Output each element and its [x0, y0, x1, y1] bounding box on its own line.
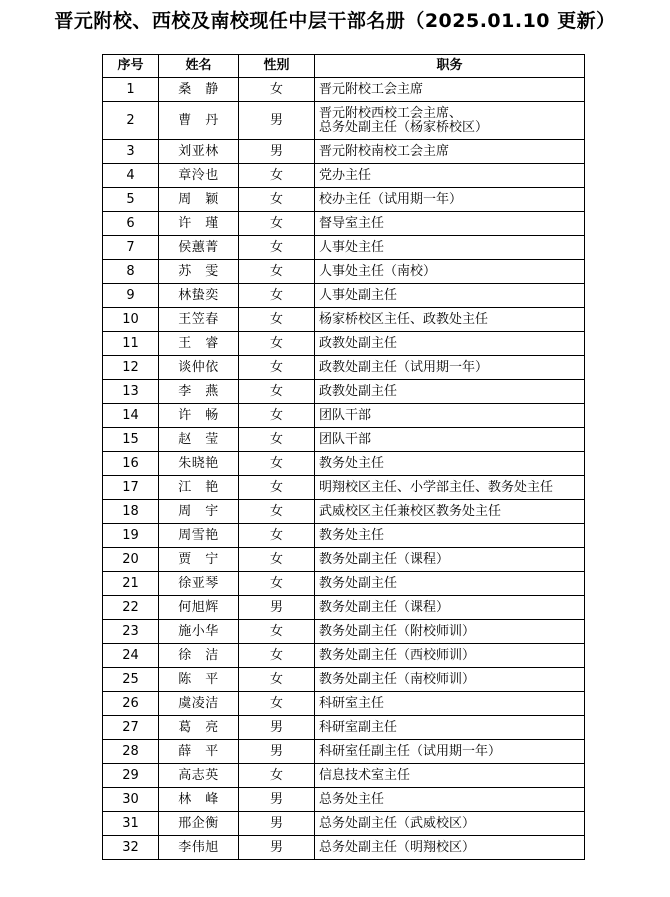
cell-gender: 男 — [239, 596, 315, 620]
cell-name: 王笠春 — [159, 308, 239, 332]
cell-position: 政教处副主任（试用期一年） — [315, 356, 585, 380]
cell-gender: 女 — [239, 524, 315, 548]
cell-gender: 女 — [239, 452, 315, 476]
cell-name: 刘亚林 — [159, 140, 239, 164]
cell-position: 人事处主任 — [315, 236, 585, 260]
cell-gender: 女 — [239, 284, 315, 308]
table-row — [103, 500, 585, 524]
cell-name: 谈仲依 — [159, 356, 239, 380]
cell-position: 教务处副主任（课程） — [315, 596, 585, 620]
cell-name: 林蛰奕 — [159, 284, 239, 308]
cell-name: 许 瑾 — [159, 212, 239, 236]
table-row — [103, 260, 585, 284]
cell-name: 曹 丹 — [159, 102, 239, 140]
cell-position: 晋元附校工会主席 — [315, 78, 585, 102]
cell-position: 明翔校区主任、小学部主任、教务处主任 — [315, 476, 585, 500]
cell-number: 13 — [103, 380, 159, 404]
cell-name: 周 颖 — [159, 188, 239, 212]
cell-position: 政教处副主任 — [315, 380, 585, 404]
cell-number: 5 — [103, 188, 159, 212]
cell-position: 督导室主任 — [315, 212, 585, 236]
cell-name: 周雪艳 — [159, 524, 239, 548]
cell-name: 虞凌洁 — [159, 692, 239, 716]
table-row — [103, 668, 585, 692]
table-row — [103, 548, 585, 572]
cell-gender: 女 — [239, 428, 315, 452]
cell-name: 章泠也 — [159, 164, 239, 188]
cell-name: 陈 平 — [159, 668, 239, 692]
cell-gender: 女 — [239, 404, 315, 428]
cell-position: 团队干部 — [315, 428, 585, 452]
cell-gender: 女 — [239, 764, 315, 788]
cell-position: 晋元附校南校工会主席 — [315, 140, 585, 164]
cell-number: 16 — [103, 452, 159, 476]
table-row — [103, 788, 585, 812]
cell-position: 教务处副主任 — [315, 572, 585, 596]
cell-name: 何旭辉 — [159, 596, 239, 620]
cell-position: 教务处副主任（课程） — [315, 548, 585, 572]
table-row — [103, 404, 585, 428]
cell-gender: 女 — [239, 476, 315, 500]
cell-number: 1 — [103, 78, 159, 102]
cell-number: 24 — [103, 644, 159, 668]
page-title: 晋元附校、西校及南校现任中层干部名册（2025.01.10 更新） — [54, 10, 616, 32]
table-row — [103, 524, 585, 548]
cell-position: 总务处主任 — [315, 788, 585, 812]
cell-gender: 女 — [239, 620, 315, 644]
cell-name: 李 燕 — [159, 380, 239, 404]
cell-gender: 女 — [239, 548, 315, 572]
cell-number: 32 — [103, 836, 159, 860]
cell-gender: 女 — [239, 308, 315, 332]
cell-number: 26 — [103, 692, 159, 716]
cell-number: 18 — [103, 500, 159, 524]
column-header-position: 职务 — [315, 55, 585, 78]
table-row — [103, 620, 585, 644]
cell-name: 朱晓艳 — [159, 452, 239, 476]
cell-number: 31 — [103, 812, 159, 836]
table-row — [103, 812, 585, 836]
cell-name: 徐亚琴 — [159, 572, 239, 596]
cell-number: 30 — [103, 788, 159, 812]
cell-name: 王 睿 — [159, 332, 239, 356]
cell-name: 李伟旭 — [159, 836, 239, 860]
table-row — [103, 284, 585, 308]
cell-position: 武威校区主任兼校区教务处主任 — [315, 500, 585, 524]
cell-name: 侯蕙菁 — [159, 236, 239, 260]
cell-position: 总务处副主任（武威校区） — [315, 812, 585, 836]
table-row — [103, 356, 585, 380]
table-body — [103, 78, 585, 860]
cell-name: 江 艳 — [159, 476, 239, 500]
table-row — [103, 716, 585, 740]
column-header-name: 姓名 — [159, 55, 239, 78]
cell-number: 15 — [103, 428, 159, 452]
table-row — [103, 836, 585, 860]
table-row — [103, 140, 585, 164]
table-row — [103, 476, 585, 500]
cell-position: 晋元附校西校工会主席、 总务处副主任（杨家桥校区） — [315, 102, 585, 140]
cell-name: 桑 静 — [159, 78, 239, 102]
table-row — [103, 428, 585, 452]
cell-position: 科研室任副主任（试用期一年） — [315, 740, 585, 764]
table-row — [103, 692, 585, 716]
cell-number: 19 — [103, 524, 159, 548]
table-row — [103, 572, 585, 596]
cell-number: 25 — [103, 668, 159, 692]
cell-gender: 女 — [239, 260, 315, 284]
cell-position: 政教处副主任 — [315, 332, 585, 356]
cell-number: 17 — [103, 476, 159, 500]
table-row — [103, 452, 585, 476]
cell-number: 6 — [103, 212, 159, 236]
cell-gender: 女 — [239, 332, 315, 356]
cell-number: 2 — [103, 102, 159, 140]
table-row — [103, 596, 585, 620]
staff-roster-table — [102, 54, 585, 860]
table-row — [103, 332, 585, 356]
cell-number: 21 — [103, 572, 159, 596]
cell-name: 林 峰 — [159, 788, 239, 812]
cell-gender: 男 — [239, 102, 315, 140]
cell-number: 10 — [103, 308, 159, 332]
cell-number: 14 — [103, 404, 159, 428]
cell-name: 施小华 — [159, 620, 239, 644]
table-header-row — [103, 55, 585, 78]
cell-number: 9 — [103, 284, 159, 308]
table-row — [103, 764, 585, 788]
table-row — [103, 102, 585, 140]
cell-position: 校办主任（试用期一年） — [315, 188, 585, 212]
cell-gender: 女 — [239, 500, 315, 524]
cell-position: 教务处副主任（西校师训） — [315, 644, 585, 668]
cell-position: 科研室主任 — [315, 692, 585, 716]
cell-position: 党办主任 — [315, 164, 585, 188]
cell-gender: 女 — [239, 380, 315, 404]
cell-position: 教务处副主任（附校师训） — [315, 620, 585, 644]
cell-position: 信息技术室主任 — [315, 764, 585, 788]
cell-gender: 男 — [239, 740, 315, 764]
cell-name: 葛 亮 — [159, 716, 239, 740]
cell-gender: 女 — [239, 692, 315, 716]
cell-number: 11 — [103, 332, 159, 356]
cell-number: 7 — [103, 236, 159, 260]
cell-position: 人事处主任（南校） — [315, 260, 585, 284]
cell-number: 22 — [103, 596, 159, 620]
column-header-gender: 性别 — [239, 55, 315, 78]
cell-name: 赵 莹 — [159, 428, 239, 452]
cell-gender: 女 — [239, 644, 315, 668]
cell-gender: 女 — [239, 356, 315, 380]
cell-gender: 男 — [239, 716, 315, 740]
cell-number: 4 — [103, 164, 159, 188]
cell-gender: 女 — [239, 572, 315, 596]
table-row — [103, 212, 585, 236]
cell-number: 20 — [103, 548, 159, 572]
cell-position: 教务处副主任（南校师训） — [315, 668, 585, 692]
cell-name: 苏 雯 — [159, 260, 239, 284]
table-row — [103, 644, 585, 668]
cell-gender: 女 — [239, 668, 315, 692]
cell-number: 12 — [103, 356, 159, 380]
table-row — [103, 308, 585, 332]
table-row — [103, 164, 585, 188]
table-row — [103, 78, 585, 102]
cell-name: 许 畅 — [159, 404, 239, 428]
cell-position: 教务处主任 — [315, 524, 585, 548]
cell-number: 29 — [103, 764, 159, 788]
cell-number: 28 — [103, 740, 159, 764]
cell-gender: 女 — [239, 188, 315, 212]
table-row — [103, 188, 585, 212]
cell-gender: 男 — [239, 788, 315, 812]
cell-name: 邢企衡 — [159, 812, 239, 836]
column-header-number: 序号 — [103, 55, 159, 78]
cell-position: 科研室副主任 — [315, 716, 585, 740]
cell-gender: 男 — [239, 140, 315, 164]
cell-number: 27 — [103, 716, 159, 740]
cell-name: 薛 平 — [159, 740, 239, 764]
cell-number: 8 — [103, 260, 159, 284]
cell-name: 高志英 — [159, 764, 239, 788]
cell-position: 教务处主任 — [315, 452, 585, 476]
cell-gender: 女 — [239, 236, 315, 260]
cell-position: 总务处副主任（明翔校区） — [315, 836, 585, 860]
table-row — [103, 740, 585, 764]
cell-gender: 男 — [239, 812, 315, 836]
cell-position: 杨家桥校区主任、政教处主任 — [315, 308, 585, 332]
cell-position: 团队干部 — [315, 404, 585, 428]
cell-name: 徐 洁 — [159, 644, 239, 668]
cell-gender: 女 — [239, 212, 315, 236]
cell-number: 23 — [103, 620, 159, 644]
cell-name: 贾 宁 — [159, 548, 239, 572]
cell-gender: 女 — [239, 164, 315, 188]
cell-number: 3 — [103, 140, 159, 164]
table-row — [103, 236, 585, 260]
cell-name: 周 宇 — [159, 500, 239, 524]
cell-gender: 男 — [239, 836, 315, 860]
table-row — [103, 380, 585, 404]
cell-gender: 女 — [239, 78, 315, 102]
cell-position: 人事处副主任 — [315, 284, 585, 308]
